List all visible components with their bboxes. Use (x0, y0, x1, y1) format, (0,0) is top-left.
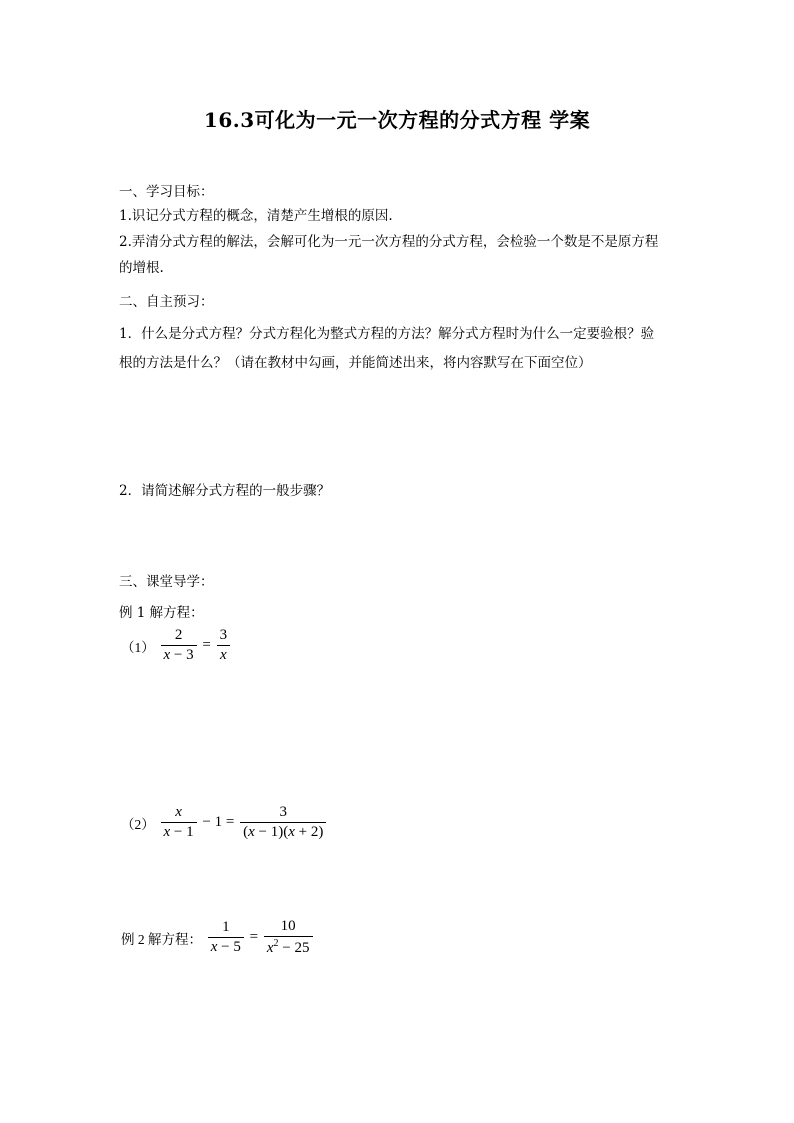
example-2-label: 例 2 解方程： (121, 931, 202, 947)
equation-3-lhs-fraction (208, 919, 244, 956)
equation-2-lhs-fraction (161, 804, 197, 841)
fraction-numerator: 10 (280, 918, 296, 934)
denominator-rest: − 25 (278, 940, 310, 956)
variable-x: x (266, 940, 274, 956)
equation-1-rhs-fraction (217, 627, 231, 664)
exponent: 2 (273, 938, 279, 949)
variable-x: x (210, 939, 218, 955)
fraction-numerator: 3 (219, 627, 228, 643)
denominator-rest: − 3 (170, 647, 194, 663)
preview-question-1-line1: 1．什么是分式方程？分式方程化为整式方程的方法？解分式方程时为什么一定要验根？验 (119, 326, 655, 342)
equation-1-label: （1） (121, 639, 155, 655)
denominator-rest: − 1 (170, 824, 194, 840)
equation-1 (119, 627, 230, 664)
page-title: 16.3可化为一元一次方程的分式方程 学案 (203, 108, 591, 132)
goal-item-1: 1.识记分式方程的概念，清楚产生增根的原因. (119, 208, 393, 224)
fraction-numerator: 2 (174, 627, 183, 643)
variable-x: x (288, 824, 295, 840)
denominator-end: + 2) (294, 824, 324, 840)
section1-heading: 一、学习目标： (119, 184, 214, 200)
equation-2-rhs-fraction (240, 804, 326, 841)
variable-x: x (163, 824, 171, 840)
denominator-middle: − 1)( (254, 824, 289, 840)
preview-question-1-line2: 根的方法是什么？（请在教材中勾画，并能简述出来，将内容默写在下面空位） (119, 355, 592, 371)
equals-sign: = (249, 929, 259, 945)
equals-sign: = (202, 637, 211, 653)
fraction-denominator (264, 936, 313, 957)
fraction-denominator (240, 822, 326, 841)
equation-2 (119, 804, 326, 841)
equation-1-lhs-fraction (161, 627, 197, 664)
fraction-numerator: x (175, 804, 182, 820)
section2-heading: 二、自主预习： (119, 294, 214, 310)
variable-x: x (248, 824, 255, 840)
goal-item-2-cont: 的增根. (119, 260, 164, 276)
example-1-label: 例 1 解方程： (119, 605, 204, 621)
fraction-denominator (208, 937, 244, 956)
fraction-denominator (161, 645, 197, 664)
fraction-numerator: 3 (279, 804, 287, 820)
fraction-denominator (161, 822, 197, 841)
equation-3-rhs-fraction (264, 918, 313, 957)
denominator-rest: − 5 (217, 939, 241, 955)
example-2 (119, 918, 313, 957)
fraction-numerator: 1 (222, 919, 230, 935)
minus-one-equals: − 1 = (202, 814, 235, 830)
goal-item-2: 2.弄清分式方程的解法，会解可化为一元一次方程的分式方程，会检验一个数是不是原方程 (119, 234, 659, 250)
paren: ( (243, 824, 249, 840)
fraction-denominator: x (217, 645, 230, 664)
preview-question-2: 2．请简述解分式方程的一般步骤？ (119, 483, 331, 499)
variable-x: x (163, 647, 171, 663)
section3-heading: 三、课堂导学： (119, 574, 214, 590)
equation-2-label: （2） (121, 816, 155, 832)
